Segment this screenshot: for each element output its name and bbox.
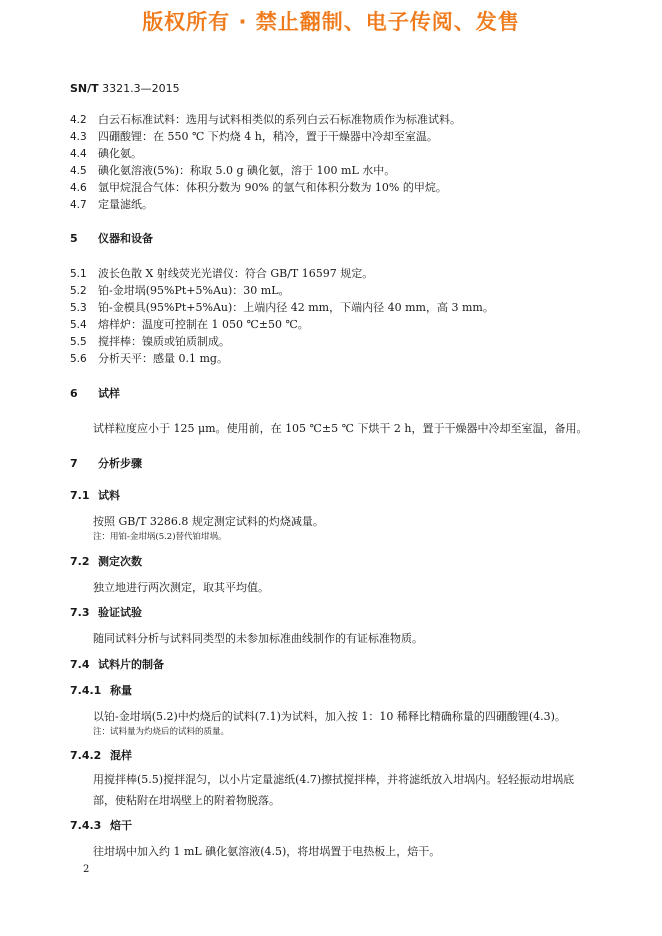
paragraph-7-4-3: 往坩埚中加入约 1 mL 碘化氨溶液(4.5)，将坩埚置于电热板上，焙干。 [93,845,441,858]
section-heading-5 [70,230,153,246]
section-title: 焙干 [110,819,132,832]
note-7-1: 注：用铂-金坩埚(5.2)替代铂坩埚。 [93,532,227,542]
clause-number: 4.6 [70,182,87,194]
clause-text: 碘化氨。 [98,147,142,160]
paragraph-7-4-1: 以铂-金坩埚(5.2)中灼烧后的试料(7.1)为试料，加入按 1：10 稀释比精确称量的四硼酸锂(4.3)。 [93,710,566,723]
instrument-item [70,282,290,298]
section-title: 试料片的制备 [98,658,164,671]
section-title: 分析步骤 [98,457,142,470]
clause-number: 4.2 [70,114,87,126]
clause-number: 5.1 [70,268,87,280]
instrument-item [70,299,494,315]
subsection-heading-7-2 [70,553,142,569]
section-number: 7.1 [70,489,90,502]
section-number: 7.2 [70,555,90,568]
subsection-heading-7-4-3 [70,817,132,833]
clause-number: 4.3 [70,131,87,143]
section-title: 混样 [110,749,132,762]
paragraph-7-1: 按照 GB/T 3286.8 规定测定试料的灼烧减量。 [93,515,324,528]
paragraph-7-2: 独立地进行两次测定，取其平均值。 [93,581,269,594]
subsection-heading-7-1 [70,487,120,503]
section-title: 试样 [98,387,120,400]
clause-text: 熔样炉：温度可控制在 1 050 ℃±50 ℃。 [98,318,309,331]
subsection-heading-7-4-1 [70,682,132,698]
section-title: 试料 [98,489,120,502]
clause-text: 氩甲烷混合气体：体积分数为 90% 的氩气和体积分数为 10% 的甲烷。 [98,181,447,194]
section-number: 7.4.3 [70,819,102,832]
section-number: 7.4.2 [70,749,102,762]
section-heading-7 [70,455,142,471]
clause-number: 5.6 [70,353,87,365]
clause-text: 波长色散 X 射线荧光光谱仪：符合 GB/T 16597 规定。 [98,267,374,280]
clause-text: 白云石标准试料：选用与试料相类似的系列白云石标准物质作为标准试料。 [98,113,461,126]
subsection-heading-7-3 [70,604,142,620]
instrument-item [70,333,230,349]
clause-number: 4.4 [70,148,87,160]
reagent-item [70,162,395,178]
clause-text: 搅拌棒：镍质或铂质制成。 [98,335,230,348]
section-number: 7 [70,457,78,470]
reagent-item [70,111,461,127]
section-number: 5 [70,232,78,245]
standard-code [70,82,180,95]
note-7-4-1: 注：试料量为灼烧后的试料的质量。 [93,727,230,737]
reagent-item [70,128,438,144]
clause-number: 5.4 [70,319,87,331]
reagent-item [70,179,447,195]
section-title: 仪器和设备 [98,232,153,245]
paragraph-7-4-2: 用搅拌棒(5.5)搅拌混匀，以小片定量滤纸(4.7)擦拭搅拌棒，并将滤纸放入坩埚内。轻轻振动坩埚底部，使粘附在坩埚壁上的附着物脱落。 [93,773,575,807]
subsection-heading-7-4 [70,656,164,672]
clause-number: 5.3 [70,302,87,314]
subsection-heading-7-4-2 [70,747,132,763]
clause-text: 定量滤纸。 [98,198,153,211]
reagent-item [70,145,142,161]
instrument-item [70,350,228,366]
clause-number: 5.5 [70,336,87,348]
clause-text: 铂-金坩埚(95%Pt+5%Au)：30 mL。 [98,284,290,297]
section-heading-6 [70,385,120,401]
section-title: 验证试验 [98,606,142,619]
section-number: 7.4 [70,658,90,671]
section-number: 7.4.1 [70,684,102,697]
clause-text: 碘化氨溶液(5%)：称取 5.0 g 碘化氨，溶于 100 mL 水中。 [98,164,396,177]
clause-text: 分析天平：感量 0.1 mg。 [98,352,228,365]
section-title: 称量 [110,684,132,697]
clause-text: 铂-金模具(95%Pt+5%Au)：上端内径 42 mm，下端内径 40 mm，高 3 mm。 [98,301,494,314]
clause-number: 4.7 [70,199,87,211]
copyright-banner: 版权所有 · 禁止翻制、电子传阅、发售 [142,10,520,34]
clause-number: 5.2 [70,285,87,297]
standard-code-prefix: SN/T [70,82,99,95]
section-number: 6 [70,387,78,400]
sample-paragraph: 试样粒度应小于 125 μm。使用前，在 105 ℃±5 ℃ 下烘干 2 h，置于干燥器中冷却至室温，备用。 [93,422,588,435]
clause-number: 4.5 [70,165,87,177]
instrument-item [70,265,373,281]
standard-code-number: 3321.3—2015 [98,82,180,95]
paragraph-7-3: 随同试料分析与试料同类型的未参加标准曲线制作的有证标准物质。 [93,632,423,645]
page-number: 2 [83,864,90,875]
clause-text: 四硼酸锂：在 550 ℃ 下灼烧 4 h，稍冷，置于干燥器中冷却至室温。 [98,130,438,143]
reagent-item [70,196,153,212]
section-title: 测定次数 [98,555,142,568]
section-number: 7.3 [70,606,90,619]
instrument-item [70,316,309,332]
